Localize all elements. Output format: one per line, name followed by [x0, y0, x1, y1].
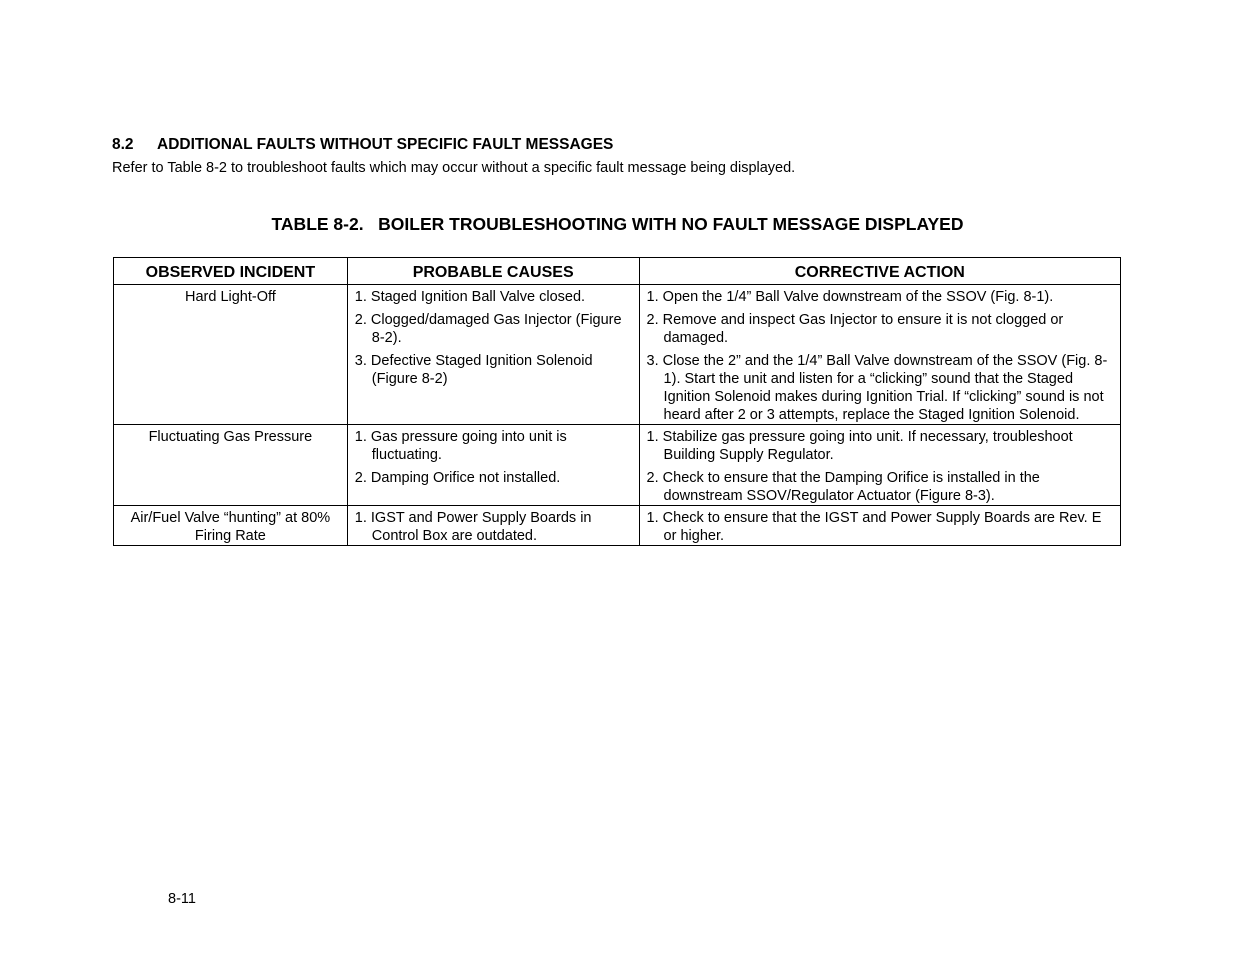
action-item: 1. Stabilize gas pressure going into unit. If necessary, troubleshoot Building Supply Regulator.	[646, 429, 1073, 463]
troubleshooting-table	[113, 257, 1121, 546]
action-item: 1. Check to ensure that the IGST and Power Supply Boards are Rev. E or higher.	[646, 510, 1102, 544]
section-heading	[112, 136, 613, 154]
action-item: 3. Close the 2” and the 1/4” Ball Valve downstream of the SSOV (Fig. 8-1). Start the unit and listen for a “clicking” sound that the Staged Ignition Solenoid makes during Ignition Trial. If “clicking” sound is not heard after 2 or 3 attempts, replace the Staged Ignition Solenoid.	[646, 353, 1108, 423]
incident-cell: Fluctuating Gas Pressure	[114, 425, 348, 506]
page-number: 8-11	[168, 891, 196, 907]
header-corrective-action: CORRECTIVE ACTION	[639, 258, 1120, 285]
table-header-row	[114, 258, 1121, 285]
cause-item: 1. Gas pressure going into unit is fluctuating.	[354, 429, 567, 463]
action-item: 2. Remove and inspect Gas Injector to ensure it is not clogged or damaged.	[646, 312, 1064, 346]
table-row	[114, 285, 1121, 425]
section-title: ADDITIONAL FAULTS WITHOUT SPECIFIC FAULT MESSAGES	[157, 136, 614, 153]
cause-item: 1. IGST and Power Supply Boards in Control Box are outdated.	[354, 510, 592, 544]
table-row	[114, 506, 1121, 546]
section-number: 8.2	[112, 136, 134, 153]
actions-cell	[639, 425, 1120, 506]
cause-item: 1. Staged Ignition Ball Valve closed.	[354, 289, 586, 305]
actions-cell	[639, 285, 1120, 425]
incident-cell: Air/Fuel Valve “hunting” at 80% Firing Rate	[114, 506, 348, 546]
cause-item: 2. Clogged/damaged Gas Injector (Figure 8-2).	[354, 312, 622, 346]
incident-cell: Hard Light-Off	[114, 285, 348, 425]
causes-cell	[347, 506, 639, 546]
action-item: 2. Check to ensure that the Damping Orifice is installed in the downstream SSOV/Regulator Actuator (Figure 8-3).	[646, 470, 1040, 504]
cause-item: 2. Damping Orifice not installed.	[354, 470, 561, 486]
header-probable-causes: PROBABLE CAUSES	[347, 258, 639, 285]
table-row	[114, 425, 1121, 506]
section-intro: Refer to Table 8-2 to troubleshoot faults which may occur without a specific fault message being displayed.	[112, 160, 796, 176]
causes-cell	[347, 425, 639, 506]
table-title: TABLE 8-2. BOILER TROUBLESHOOTING WITH NO FAULT MESSAGE DISPLAYED	[271, 214, 964, 234]
header-observed-incident: OBSERVED INCIDENT	[114, 258, 348, 285]
action-item: 1. Open the 1/4” Ball Valve downstream of the SSOV (Fig. 8-1).	[646, 289, 1054, 305]
causes-cell	[347, 285, 639, 425]
cause-item: 3. Defective Staged Ignition Solenoid (Figure 8-2)	[354, 353, 593, 387]
actions-cell	[639, 506, 1120, 546]
